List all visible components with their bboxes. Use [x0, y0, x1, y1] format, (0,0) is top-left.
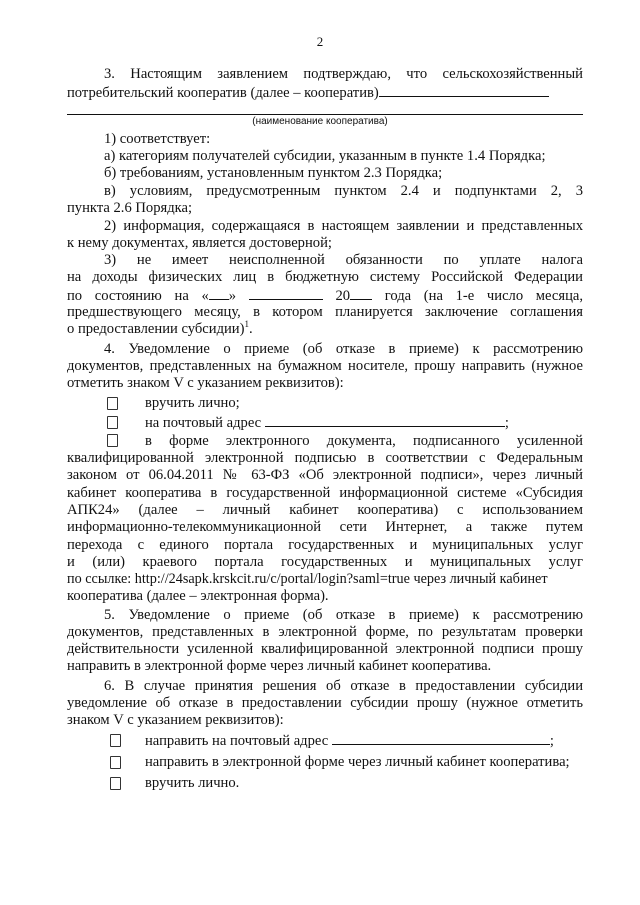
s4-option-in-person: вручить лично; [145, 395, 240, 411]
s6-checkbox-electronic[interactable] [110, 756, 121, 769]
s4-option-electronic-line9: по ссылке: http://24sapk.krskcit.ru/c/portal/login?saml=true через личный кабинет [67, 571, 548, 587]
section3-line2: потребительский кооператив (далее – кооператив) [67, 84, 583, 102]
cooperative-name-caption: (наименование кооператива) [252, 116, 388, 127]
section5-line3: действительности усиленной квалифицированной электронной подписи прошу [67, 641, 583, 657]
s4-option-electronic-line8: и (или) краевого портала государственных и муниципальных услуг [67, 554, 583, 570]
item1-a: а) категориям получателей субсидии, указанным в пункте 1.4 Порядка; [104, 148, 546, 164]
section6-line3: знаком V с указанием реквизитов): [67, 712, 284, 728]
section6-line1: 6. В случае принятия решения об отказе в предоставлении субсидии [104, 678, 583, 694]
s4-option-electronic-line6: информационно-телекоммуникационной сети Интернет, а также путем [67, 519, 583, 535]
s4-checkbox-electronic[interactable] [107, 434, 118, 447]
s4-option-electronic-line5: АПК24» (далее – личный кабинет кооператива) с использованием [67, 502, 583, 518]
s4-option-electronic-line7: перехода с единого портала государственных и муниципальных услуг [67, 537, 583, 553]
page-number: 2 [316, 34, 324, 49]
date-month-field[interactable] [249, 287, 323, 300]
item1-b: б) требованиям, установленным пунктом 2.3 Порядка; [104, 165, 443, 181]
section4-line3: отметить знаком V с указанием реквизитов): [67, 375, 344, 391]
s4-checkbox-postal[interactable] [107, 416, 118, 429]
item3-line1: 3) не имеет неисполненной обязанности по уплате налога [104, 252, 583, 268]
s6-option-in-person: вручить лично. [145, 775, 240, 791]
section4-line1: 4. Уведомление о приеме (об отказе в приеме) к рассмотрению [104, 341, 583, 357]
item3-line3: по состоянию на « » 20 года (на 1-е число месяца, [67, 288, 584, 304]
date-day-field[interactable] [209, 287, 229, 300]
s6-postal-address-field[interactable] [332, 732, 550, 745]
section5-line1: 5. Уведомление о приеме (об отказе в приеме) к рассмотрению [104, 607, 583, 623]
s4-option-postal: на почтовый адрес ; [145, 415, 509, 431]
s6-option-postal: направить на почтовый адрес ; [145, 733, 554, 749]
s4-option-electronic-line1: в форме электронного документа, подписанного усиленной [145, 433, 583, 449]
item3-line5: о предоставлении субсидии)$^1$. [67, 319, 253, 337]
item2-line1: 2) информация, содержащаяся в настоящем заявлении и представленных [104, 218, 583, 234]
cooperative-name-field[interactable] [379, 84, 549, 97]
s6-checkbox-in-person[interactable] [110, 777, 121, 790]
item3-line2: на доходы физических лиц в бюджетную систему Российской Федерации [67, 269, 583, 285]
item1-title: 1) соответствует: [104, 131, 211, 147]
s4-option-electronic-line10: кооператива (далее – электронная форма). [67, 588, 329, 604]
s4-postal-address-field[interactable] [265, 414, 505, 427]
s6-checkbox-postal[interactable] [110, 734, 121, 747]
section5-line2: документов, представленных в электронной форме, по результатам проверки [67, 624, 583, 640]
date-year-field[interactable] [350, 287, 372, 300]
footnote-mark: 1 [244, 319, 249, 330]
item3-line4: предшествующего месяцу, в котором планируется заключение соглашения [67, 304, 583, 320]
s6-option-electronic: направить в электронной форме через личный кабинет кооператива; [145, 754, 570, 770]
section4-line2: документов, представленных на бумажном носителе, прошу направить (нужное [67, 358, 583, 374]
cooperative-name-underline [67, 114, 583, 115]
item1-c-line2: пункта 2.6 Порядка; [67, 200, 193, 216]
section5-line4: направить в электронной форме через личный кабинет кооператива. [67, 658, 492, 674]
s4-option-electronic-line4: кабинет кооператива в государственной информационной системе «Субсидия [67, 485, 583, 501]
section3-line1: 3. Настоящим заявлением подтверждаю, что сельскохозяйственный [104, 66, 583, 82]
s4-option-electronic-line3: законом от 06.04.2011 № 63-ФЗ «Об электронной подписи», через личный [67, 467, 583, 483]
s4-option-electronic-line2: квалифицированной электронной подписью в соответствии с Федеральным [67, 450, 583, 466]
item2-line2: к нему документах, является достоверной; [67, 235, 332, 251]
item1-c-line1: в) условиям, предусмотренным пунктом 2.4 и подпунктами 2, 3 [104, 183, 583, 199]
section6-line2: уведомление об отказе в предоставлении субсидии прошу (нужное отметить [67, 695, 583, 711]
s4-checkbox-in-person[interactable] [107, 397, 118, 410]
